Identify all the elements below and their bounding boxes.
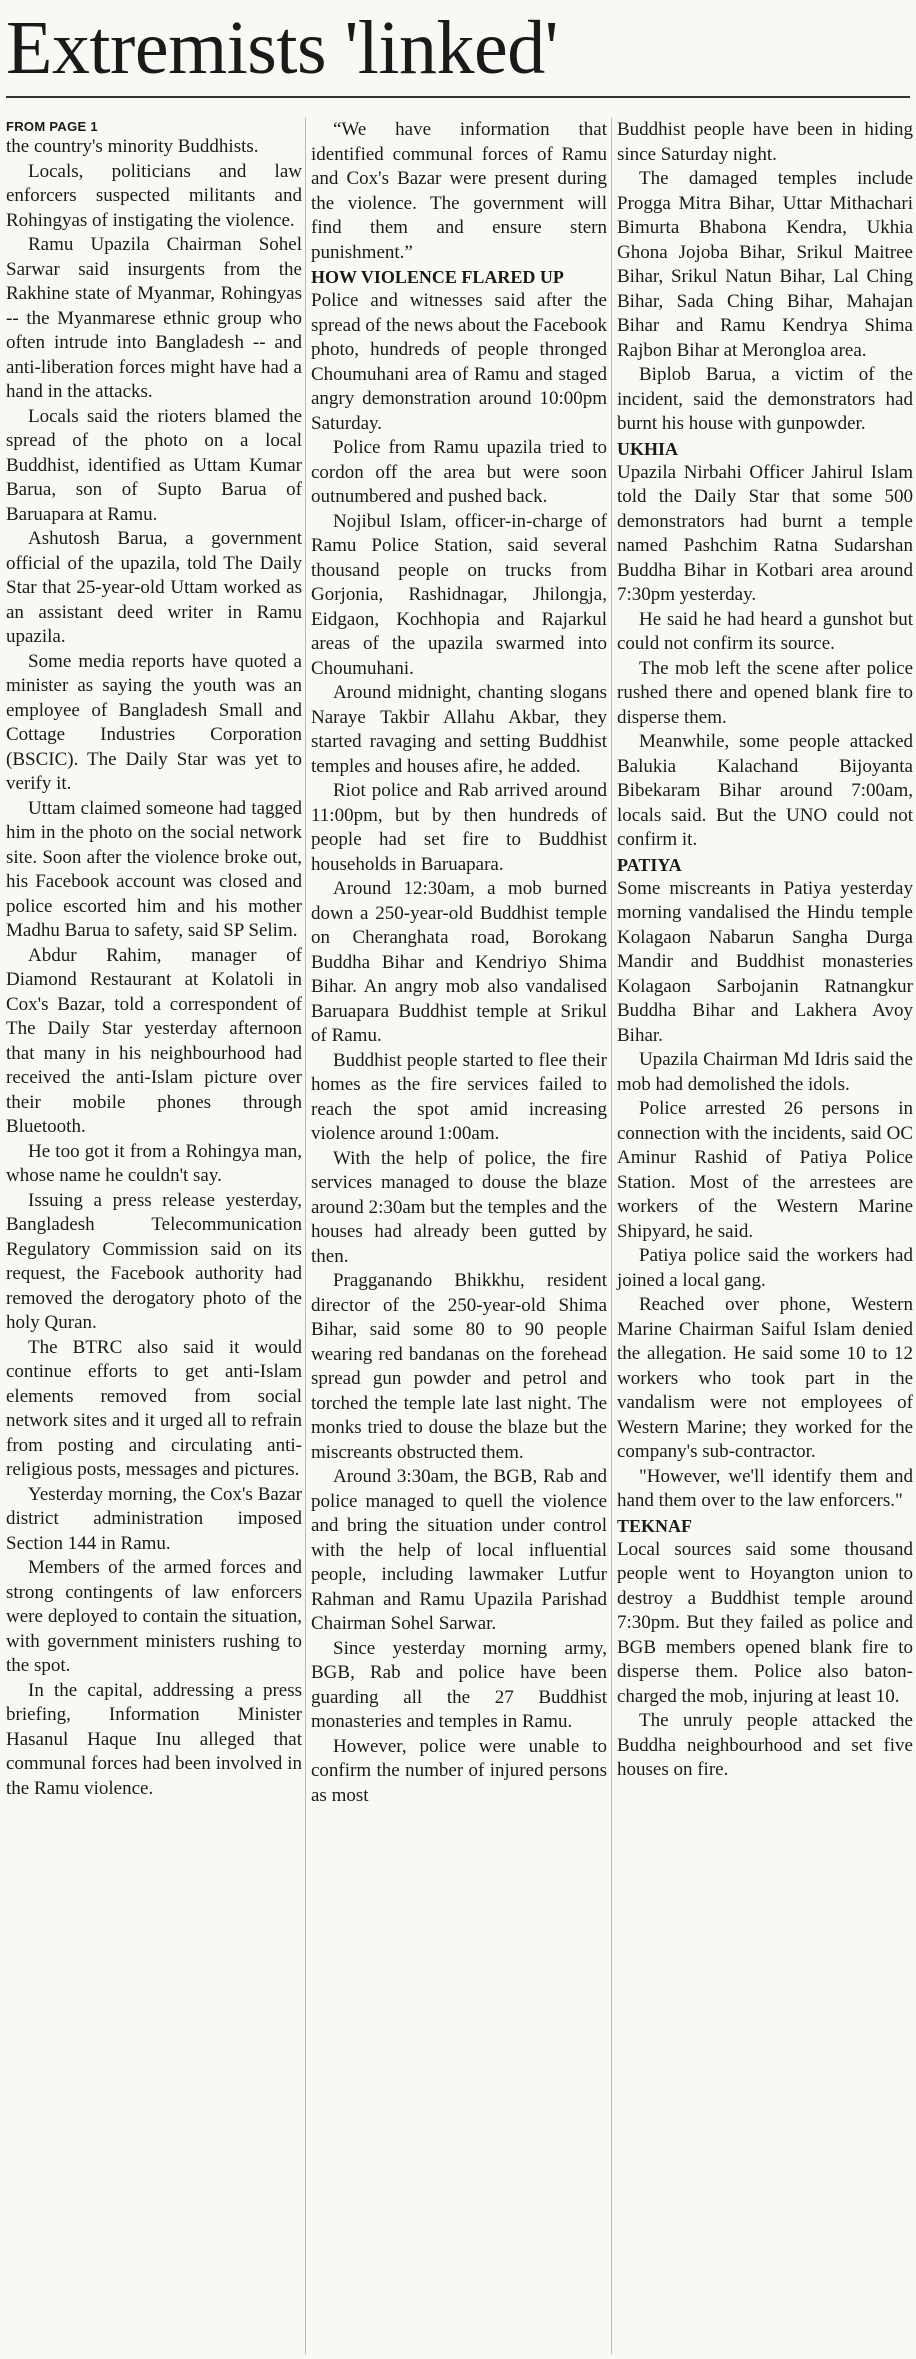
article-paragraph: The damaged temples include Progga Mitra Bihar, Uttar Mithachari Bimurta Bhabona Kendra, Ukhia Ghona Jojoba Bihar, Srikul Maitree Bihar, Srikul Natun Bihar, Lal Ching Bihar, Sada Ching Bihar, Mahajan Bihar and Ramu Kendrya Shima Rajbon Bihar at Merongloa area. xyxy=(617,168,913,361)
column-divider xyxy=(305,118,306,2354)
article-paragraph: Abdur Rahim, manager of Diamond Restaurant at Kolatoli in Cox's Bazar, told a correspondent of The Daily Star yesterday afternoon that many in his neighbourhood had received the anti-Islam picture over their mobile phones through Bluetooth. xyxy=(6,944,302,1137)
article-paragraph: Members of the armed forces and strong contingents of law enforcers were deployed to contain the situation, with government ministers rushing to the spot. xyxy=(6,1557,302,1676)
article-paragraph: Police arrested 26 persons in connection with the incidents, said OC Aminur Rashid of Patiya Police Station. Most of the arrestees are workers of the Western Marine Shipyard, he said. xyxy=(617,1098,913,1242)
article-paragraph: Police and witnesses said after the spread of the news about the Facebook photo, hundreds of people thronged Choumuhani area of Ramu and staged angry demonstration around 10:00pm Saturday. xyxy=(311,290,607,434)
section-subhead: HOW VIOLENCE FLARED UP xyxy=(311,267,564,287)
article-paragraph: “We have information that identified communal forces of Ramu and Cox's Bazar were present during the violence. The government will find them and ensure stern punishment.” xyxy=(311,119,607,263)
column-divider xyxy=(611,118,612,2354)
section-subhead: TEKNAF xyxy=(617,1515,693,1536)
article-paragraph: Ashutosh Barua, a government official of the upazila, told The Daily Star that 25-year-old Uttam worked as an assistant deed writer in Ramu upazila. xyxy=(6,528,302,647)
article-paragraph: Some media reports have quoted a minister as saying the youth was an employee of Bangladesh Small and Cottage Industries Corporation (BSCIC). The Daily Star was yet to verify it. xyxy=(6,650,302,794)
article-paragraph: The unruly people attacked the Buddha neighbourhood and set five houses on fire. xyxy=(617,1710,913,1780)
article-paragraph: Reached over phone, Western Marine Chairman Saiful Islam denied the allegation. He said some 10 to 12 workers who took part in the vandalism were not employees of Western Marine; they worked for the company's sub-contractor. xyxy=(617,1294,913,1462)
article-paragraph: Yesterday morning, the Cox's Bazar district administration imposed Section 144 in Ramu. xyxy=(6,1483,302,1554)
article-paragraph: Around midnight, chanting slogans Naraye Takbir Allahu Akbar, they started ravaging and setting Buddhist temples and houses afire, he added. xyxy=(311,682,607,777)
article-column-2 xyxy=(311,118,607,1808)
article-paragraph: Police from Ramu upazila tried to cordon off the area but were soon outnumbered and pushed back. xyxy=(311,437,607,507)
article-paragraph: Riot police and Rab arrived around 11:00pm, but by then hundreds of people had set fire to Buddhist households in Baruapara. xyxy=(311,780,607,875)
article-paragraph: Locals said the rioters blamed the spread of the photo on a local Buddhist, identified as Uttam Kumar Barua, son of Supto Barua of Baruapara at Ramu. xyxy=(6,405,302,525)
article-paragraph: Around 12:30am, a mob burned down a 250-year-old Buddhist temple on Cheranghata road, Borokang Buddha Bihar and Kendriyo Shima Bihar. An angry mob also vandalised Baruapara Buddhist temple at Srikul of Ramu. xyxy=(311,878,607,1046)
article-paragraph: Around 3:30am, the BGB, Rab and police managed to quell the violence and bring the situation under control with the help of local influential people, including lawmaker Lutfur Rahman and Ramu Upazila Parishad Chairman Sohel Sarwar. xyxy=(311,1466,607,1634)
article-paragraph: the country's minority Buddhists. xyxy=(6,136,259,157)
section-subhead: UKHIA xyxy=(617,438,679,459)
continuation-kicker: FROM PAGE 1 xyxy=(6,119,98,134)
article-paragraph: Local sources said some thousand people went to Hoyangton union to destroy a Buddhist temple around 7:30pm. But they failed as police and BGB members opened blank fire to disperse them. Police also baton-charged the mob, injuring at least 10. xyxy=(617,1538,913,1707)
article-paragraph: Biplob Barua, a victim of the incident, said the demonstrators had burnt his house with gunpowder. xyxy=(617,364,913,434)
article-paragraph: Some miscreants in Patiya yesterday morning vandalised the Hindu temple Kolagaon Nabarun Sangha Durga Mandir and Buddhist monasteries Kolagaon Sarbojanin Ratnangkur Buddha Bihar and Lakhera Avoy Bihar. xyxy=(617,877,913,1046)
article-paragraph: However, police were unable to confirm the number of injured persons as most xyxy=(311,1735,607,1806)
article-paragraph: Upazila Nirbahi Officer Jahirul Islam told the Daily Star that some 500 demonstrators had burnt a temple named Pashchim Ratna Sudarshan Buddha Bihar in Kotbari area around 7:30pm yesterday. xyxy=(617,461,913,605)
article-paragraph: He said he had heard a gunshot but could not confirm its source. xyxy=(617,608,913,654)
article-paragraph: Upazila Chairman Md Idris said the mob had demolished the idols. xyxy=(617,1049,913,1095)
article-headline: Extremists 'linked' xyxy=(6,0,910,98)
article-paragraph: Ramu Upazila Chairman Sohel Sarwar said insurgents from the Rakhine state of Myanmar, Rohingyas -- the Myanmarese ethnic group who often intrude into Bangladesh -- and anti-liberation forces might have had a hand in the attacks. xyxy=(6,234,302,402)
article-paragraph: Pragganando Bhikkhu, resident director of the 250-year-old Shima Bihar, said some 80 to 90 people wearing red bandanas on the forehead spread gun powder and petrol and torched the temple late last night. The monks tried to douse the blaze but the miscreants obstructed them. xyxy=(311,1270,607,1463)
article-paragraph: He too got it from a Rohingya man, whose name he couldn't say. xyxy=(6,1140,302,1186)
article-paragraph: Buddhist people have been in hiding since Saturday night. xyxy=(617,119,913,165)
section-subhead: PATIYA xyxy=(617,854,682,875)
article-paragraph: The mob left the scene after police rushed there and opened blank fire to disperse them. xyxy=(617,657,913,728)
article-column-1 xyxy=(6,118,302,1801)
article-paragraph: Patiya police said the workers had joined a local gang. xyxy=(617,1245,913,1291)
article-paragraph: With the help of police, the fire services managed to douse the blaze around 2:30am but the temples and the houses had already been gutted by then. xyxy=(311,1147,607,1267)
article-paragraph: Uttam claimed someone had tagged him in the photo on the social network site. Soon after the violence broke out, his Facebook account was closed and police escorted him and his mother Madhu Barua to safety, said SP Selim. xyxy=(6,797,302,941)
article-paragraph: The BTRC also said it would continue efforts to get anti-Islam elements removed from social network sites and it urged all to refrain from posting and circulating anti-religious posts, messages and pictures. xyxy=(6,1336,302,1480)
article-paragraph: Meanwhile, some people attacked Balukia Kalachand Bijoyanta Bibekaram Bihar around 7:00am, locals said. But the UNO could not confirm it. xyxy=(617,731,913,850)
article-paragraph: Since yesterday morning army, BGB, Rab and police have been guarding all the 27 Buddhist monasteries and temples in Ramu. xyxy=(311,1637,607,1732)
article-paragraph: Locals, politicians and law enforcers suspected militants and Rohingyas of instigating the violence. xyxy=(6,160,302,231)
article-column-3 xyxy=(617,118,913,1783)
article-paragraph: Issuing a press release yesterday, Bangladesh Telecommunication Regulatory Commission said on its request, the Facebook authority had removed the derogatory photo of the holy Quran. xyxy=(6,1189,302,1333)
article-paragraph: Nojibul Islam, officer-in-charge of Ramu Police Station, said several thousand people on trucks from Gorjonia, Rashidnagar, Jhilongja, Eidgaon, Kochhopia and Rajarkul areas of the upazila swarmed into Choumuhani. xyxy=(311,510,607,679)
article-paragraph: Buddhist people started to flee their homes as the fire services failed to reach the spot amid increasing violence around 1:00am. xyxy=(311,1049,607,1144)
article-paragraph: "However, we'll identify them and hand them over to the law enforcers." xyxy=(617,1465,913,1511)
article-paragraph: In the capital, addressing a press briefing, Information Minister Hasanul Haque Inu alleged that communal forces had been involved in the Ramu violence. xyxy=(6,1679,302,1799)
